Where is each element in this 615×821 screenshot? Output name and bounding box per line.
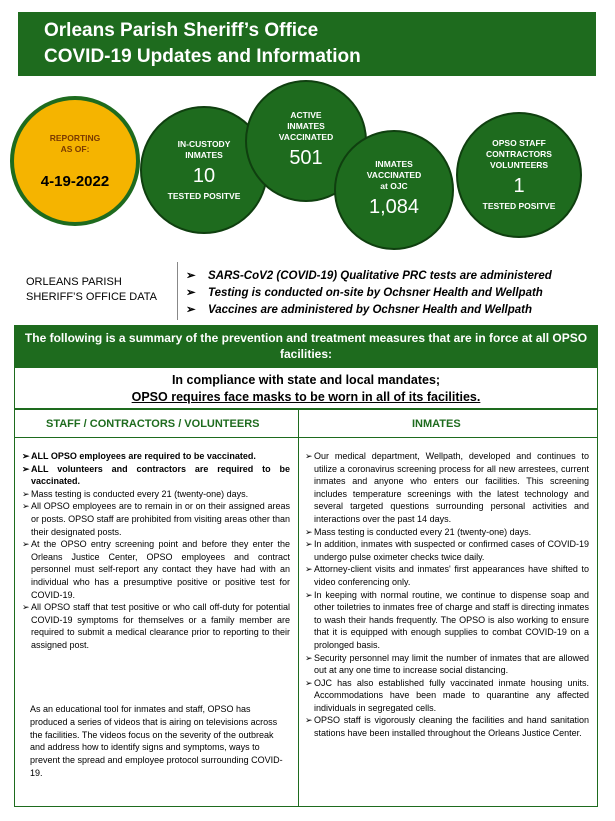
reporting-date-circle xyxy=(10,96,140,226)
arrow-bullet-icon: ➢ xyxy=(22,488,30,499)
custody-label-2: INMATES xyxy=(185,149,223,160)
custody-label-1: IN-CUSTODY xyxy=(177,138,231,149)
staff-value: 1 xyxy=(513,175,525,197)
header-rule xyxy=(14,437,598,438)
ojc-label-1: INMATES xyxy=(375,158,413,169)
list-item: ➢ Security personnel may limit the number of inmates that are allowed out at any one time to increase social distancing. xyxy=(305,652,589,676)
arrow-bullet-icon: ➢ xyxy=(305,526,313,537)
mandate-line-2: OPSO requires face masks to be worn in all of its facilities. xyxy=(131,390,481,404)
inmates-column-heading: INMATES xyxy=(412,418,461,430)
staff-label-2: CONTRACTORS xyxy=(486,149,552,159)
divider xyxy=(177,262,178,320)
testing-bullet: ➢ Vaccines are administered by Ochsner Health and Wellpath xyxy=(186,302,552,319)
data-label-line-1: ORLEANS PARISH xyxy=(26,276,122,288)
title-line-1: Orleans Parish Sheriff’s Office xyxy=(44,20,319,41)
arrow-bullet-icon: ➢ xyxy=(305,715,313,726)
list-item: ➢ Our medical department, Wellpath, developed and continues to utilize a coronavirus screening process for all new arrestees, current inmates and anyone who enters our facilities. This screening includes temperature screenings with the latest technology and several targeted questions surrounding personal activities and interactions over the past 14 days. xyxy=(305,451,589,524)
staff-label-4: TESTED POSITVE xyxy=(482,201,556,211)
active-value: 501 xyxy=(289,146,323,169)
ojc-value: 1,084 xyxy=(368,195,420,218)
reporting-date: 4-19-2022 xyxy=(40,172,110,190)
staff-column-heading: STAFF / CONTRACTORS / VOLUNTEERS xyxy=(46,418,260,430)
arrow-bullet-icon: ➢ xyxy=(186,270,196,282)
list-item: ➢ Mass testing is conducted every 21 (twenty-one) days. xyxy=(22,488,249,499)
arrow-bullet-icon: ➢ xyxy=(186,287,196,299)
active-label-3: VACCINATED xyxy=(278,131,334,142)
summary-line-1: The following is a summary of the prevention and treatment measures that are in force at all OPSO xyxy=(24,331,588,345)
custody-value: 10 xyxy=(192,164,216,187)
arrow-bullet-icon: ➢ xyxy=(305,539,313,550)
list-item: ➢ Mass testing is conducted every 21 (twenty-one) days. xyxy=(305,526,532,537)
arrow-bullet-icon: ➢ xyxy=(305,451,313,461)
arrow-bullet-icon: ➢ xyxy=(22,539,30,550)
title-line-2: COVID-19 Updates and Information xyxy=(44,46,361,67)
summary-line-2: facilities: xyxy=(279,347,333,361)
ojc-label-3: at OJC xyxy=(380,180,408,191)
staff-positive-circle xyxy=(456,112,582,238)
arrow-bullet-icon: ➢ xyxy=(22,501,30,512)
list-item: ➢ All OPSO employees are to remain in or on their assigned areas or posts. OPSO staff are prohibited from visiting areas other than their designated posts. xyxy=(22,501,290,537)
arrow-bullet-icon: ➢ xyxy=(305,677,313,688)
testing-bullets xyxy=(186,268,552,319)
reporting-label-1: REPORTING xyxy=(49,132,101,143)
testing-bullet: ➢ SARS-CoV2 (COVID-19) Qualitative PRC tests are administered xyxy=(186,268,552,285)
testing-bullet: ➢ Testing is conducted on-site by Ochsner Health and Wellpath xyxy=(186,285,552,302)
column-divider xyxy=(298,409,299,807)
list-item: ➢ In addition, inmates with suspected or confirmed cases of COVID-19 undergo pulse oximeter checks twice daily. xyxy=(305,539,589,562)
arrow-bullet-icon: ➢ xyxy=(305,564,313,575)
active-label-2: INMATES xyxy=(287,120,325,131)
staff-label-3: VOLUNTEERS xyxy=(489,160,549,170)
arrow-bullet-icon: ➢ xyxy=(305,652,313,663)
staff-measures-list xyxy=(22,450,290,652)
inmate-measures-list xyxy=(305,450,589,740)
education-paragraph: As an educational tool for inmates and staff, OPSO has produced a series of videos that is airing on televisions across the facilities. The videos focus on the severity of the outbreak and address how to identify signs and symptoms, ways to prevent the spread and employee protocol surrounding COVID-19. xyxy=(30,704,283,778)
mask-mandate xyxy=(14,367,598,409)
arrow-bullet-icon: ➢ xyxy=(22,463,30,474)
list-item: ➢ OJC has also established fully vaccinated inmate housing units. Accommodations have been made to quarantine any affected individuals in segregated cells. xyxy=(305,677,589,713)
arrow-bullet-icon: ➢ xyxy=(305,589,313,600)
summary-banner xyxy=(14,325,598,367)
reporting-label-2: AS OF: xyxy=(60,143,90,154)
arrow-bullet-icon: ➢ xyxy=(186,304,196,316)
staff-label-1: OPSO STAFF xyxy=(492,138,546,148)
list-item: ➢ In keeping with normal routine, we continue to dispense soap and other toiletries to inmates free of charge and staff is directing inmates to wash their hands frequently. The OPSO is also working to ensure that it is equipped with enough supplies to combat COVID-19 on a prolonged basis. xyxy=(305,589,589,650)
list-item: ➢ ALL volunteers and contractors are required to be vaccinated. xyxy=(22,463,290,487)
list-item: ➢ All OPSO staff that test positive or who call off-duty for potential COVID-19 symptoms for themselves or a family member are required to submit a medical clearance prior to reporting to their assigned post. xyxy=(22,602,290,650)
ojc-label-2: VACCINATED xyxy=(366,169,422,180)
data-source-label xyxy=(26,275,157,305)
arrow-bullet-icon: ➢ xyxy=(22,451,30,461)
active-label-1: ACTIVE xyxy=(290,109,322,120)
ojc-vaccinated-circle xyxy=(334,130,454,250)
data-label-line-2: SHERIFF’S OFFICE DATA xyxy=(26,291,157,303)
arrow-bullet-icon: ➢ xyxy=(22,602,30,613)
title-banner xyxy=(18,12,596,76)
list-item: ➢ Attorney-client visits and inmates' first appearances have shifted to video conferencing only. xyxy=(305,564,589,587)
list-item: ➢ OPSO staff is vigorously cleaning the facilities and hand sanitation stations have been installed throughout the Orleans Justice Center. xyxy=(305,715,589,739)
list-item: ➢ ALL OPSO employees are required to be vaccinated. xyxy=(22,451,256,461)
mandate-line-1: In compliance with state and local mandates; xyxy=(171,373,441,387)
list-item: ➢ At the OPSO entry screening point and before they enter the Orleans Justice Center, OPSO employees and contract personnel must self-report any contact they have had with an individual who has a presumptive positive or positive test for COVID-19. xyxy=(22,539,290,600)
custody-label-3: TESTED POSITVE xyxy=(167,190,241,201)
